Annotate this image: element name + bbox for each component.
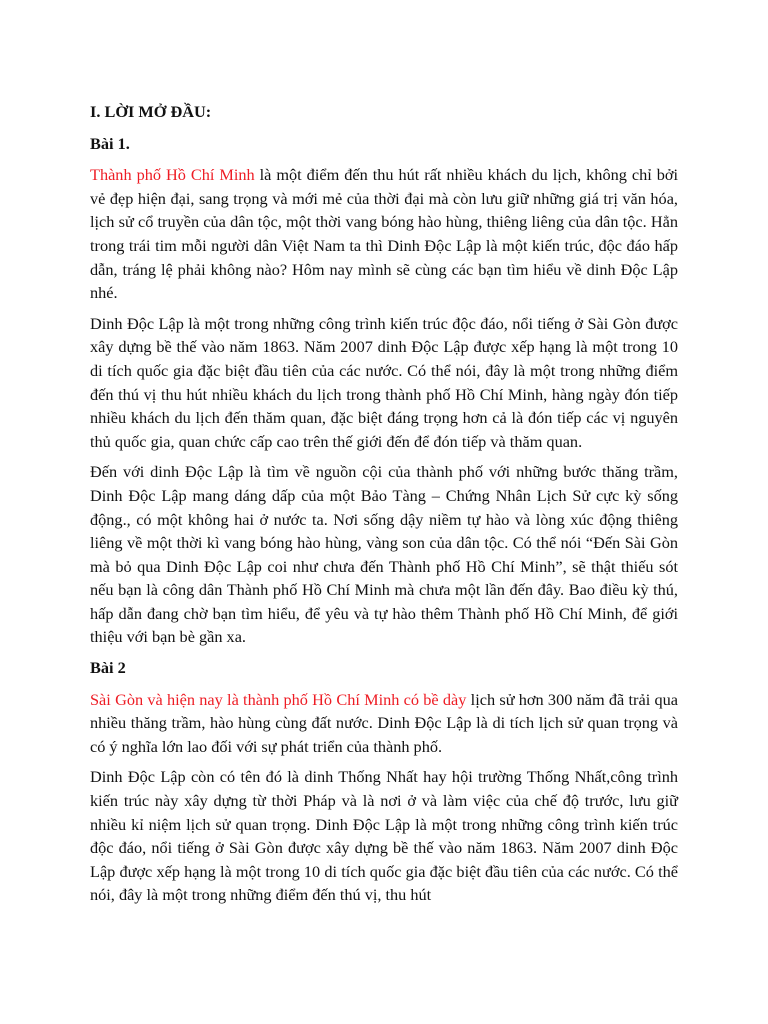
highlighted-phrase: Sài Gòn và hiện nay là thành phố Hồ Chí Minh có bề dày	[90, 689, 467, 709]
document-page	[90, 100, 678, 914]
section-1-paragraph-2: Dinh Độc Lập là một trong những công trình kiến trúc độc đáo, nổi tiếng ở Sài Gòn được xây dựng bề thế vào năm 1863. Năm 2007 dinh Độc Lập được xếp hạng là một trong 10 di tích quốc gia đặc biệt đầu tiên của các nước. Có thể nói, đây là một trong những điểm đến thú vị thu hút nhiều khách du lịch trong thành phố Hồ Chí Minh, hàng ngày đón tiếp nhiều khách du lịch đến thăm quan, đặc biệt đáng trọng hơn cả là đón tiếp các vị nguyên thủ quốc gia, quan chức cấp cao trên thế giới đến để đón tiếp và thăm quan.	[90, 313, 678, 451]
paragraph-text: lịch sử hơn 300 năm đã trải qua nhiều thăng trầm, hào hùng cùng đất nước. Dinh Độc Lập là di tích lịch sử quan trọng và có ý nghĩa lớn lao đối với sự phát triển của thành phố.	[90, 689, 678, 756]
section-2-paragraph-1	[90, 688, 678, 759]
section-2-paragraph-2: Dinh Độc Lập còn có tên đó là dinh Thống Nhất hay hội trường Thống Nhất,công trình kiến trúc này xây dựng từ thời Pháp và là nơi ở và làm việc của chế độ trước, lưu giữ nhiều kỉ niệm lịch sử quan trọng. Dinh Độc Lập là một trong những công trình kiến trúc độc đáo, nổi tiếng ở Sài Gòn được xây dựng bề thế vào năm 1863. Năm 2007 dinh Độc Lập được xếp hạng là một trong 10 di tích quốc gia đặc biệt đầu tiên của các nước. Có thể nói, đây là một trong những điểm đến thú vị, thu hút	[90, 767, 678, 905]
section-1-paragraph-1	[90, 163, 678, 305]
paragraph-text: là một điểm đến thu hút rất nhiều khách du lịch, không chỉ bởi vẻ đẹp hiện đại, sang trọng và mới mẻ của thời đại mà còn lưu giữ những giá trị văn hóa, lịch sử cổ truyền của dân tộc, một thời vang bóng hào hùng, thiêng liêng của dân tộc. Hẳn trong trái tim mỗi người dân Việt Nam ta thì Dinh Độc Lập là một kiến trúc, độc đáo hấp dẫn, tráng lệ phải không nào? Hôm nay mình sẽ cùng các bạn tìm hiểu về dinh Độc Lập nhé.	[90, 165, 679, 303]
intro-heading: I. LỜI MỞ ĐẦU:	[90, 102, 212, 121]
section-2-title: Bài 2	[90, 658, 126, 678]
highlighted-phrase: Thành phố Hồ Chí Minh	[90, 165, 255, 185]
section-1-paragraph-3: Đến với dinh Độc Lập là tìm về nguồn cội của thành phố với những bước thăng trầm, Dinh Độc Lập mang dáng dấp của một Bảo Tàng – Chứng Nhân Lịch Sử cực kỳ sống động., có một không hai ở nước ta. Nơi sống dậy niềm tự hào và lòng xúc động thiêng liêng về một thời kì vang bóng hào hùng, vàng son của dân tộc. Có thể nói “Đến Sài Gòn mà bỏ qua Dinh Độc Lập coi như chưa đến Thành phố Hồ Chí Minh”, sẽ thật thiếu sót nếu bạn là công dân Thành phố Hồ Chí Minh mà chưa một lần đến đây. Bao điều kỳ thú, hấp dẫn đang chờ bạn tìm hiểu, để yêu và tự hào thêm Thành phố Hồ Chí Minh, để giới thiệu với bạn bè gần xa.	[90, 462, 678, 647]
section-1-title: Bài 1.	[90, 133, 130, 153]
